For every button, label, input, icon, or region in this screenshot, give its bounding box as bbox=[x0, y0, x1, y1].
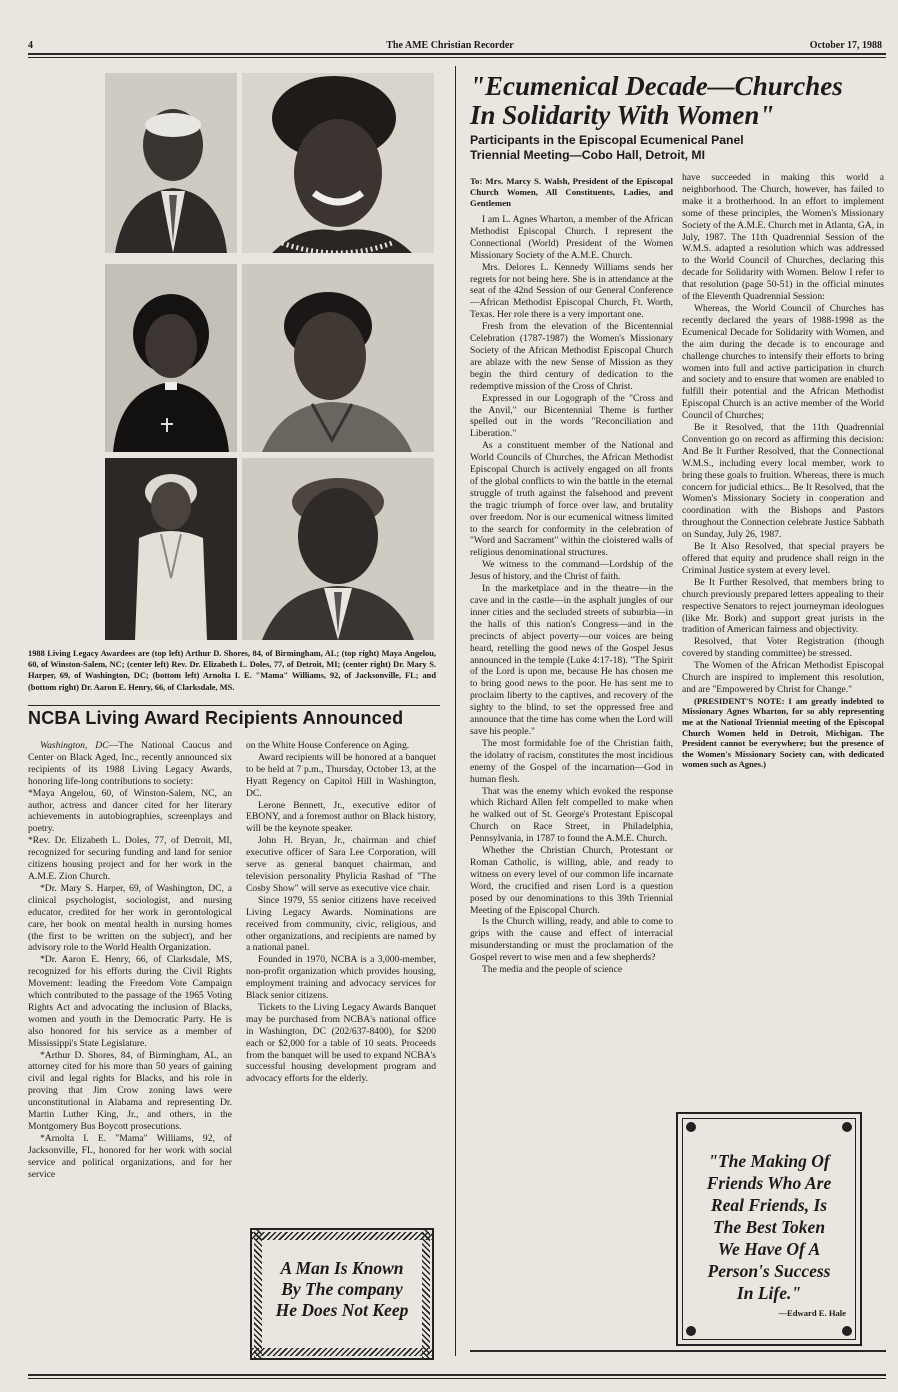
box-border-pattern bbox=[252, 1232, 432, 1240]
subhead-line-1: Participants in the Episcopal Ecumenical Panel bbox=[470, 133, 744, 147]
corner-bolt-icon bbox=[842, 1122, 852, 1132]
quote-line: Real Friends, Is bbox=[710, 1195, 828, 1215]
quote-line: "The Making Of bbox=[708, 1151, 830, 1171]
quote-line: The Best Token bbox=[712, 1217, 826, 1237]
photo-arnolta-williams bbox=[105, 458, 237, 640]
ecumenical-subhead bbox=[470, 133, 880, 162]
ecumenical-paragraph: Fresh from the elevation of the Bicentennial Celebration (1787-1987) the Women's Missionary Society of the African Methodist Episcopal Church are ablaze with the new Sense of Mission as they begin the third century of dedication to the redemptive mission of the Cross of Christ. bbox=[470, 321, 673, 392]
ncba-column-1 bbox=[28, 740, 232, 1360]
ncba-paragraph: —The National Caucus and Center on Black Aged, Inc., recently announced six recipients of its 1988 Living Legacy Awards, honoring life-long contributions to society: bbox=[28, 740, 232, 787]
column-divider bbox=[455, 66, 456, 1356]
ecumenical-paragraph: Whether the Christian Church, Protestant or Roman Catholic, is willing, able, and ready to witness on every level of our common life incarnate Word, the crucified and risen Lord is a question posed by our denominations to this 39th Triennial Meeting of the Episcopal Church. bbox=[470, 845, 673, 916]
ncba-paragraph: Tickets to the Living Legacy Awards Banquet may be purchased from NCBA's national office in Washington, DC (202/637-8400), for $200 each or $2,000 for a table of 10 seats. Proceeds from the banquet will be used to expand NCBA's successful housing development program and advocacy efforts for the elderly. bbox=[246, 1001, 436, 1085]
ncba-column-2 bbox=[246, 740, 436, 1218]
photo-mary-harper bbox=[242, 264, 434, 452]
quote-line: A Man Is Known bbox=[280, 1258, 404, 1278]
photo-elizabeth-doles bbox=[105, 264, 237, 452]
footer-rule bbox=[28, 1374, 886, 1376]
quote-box-friends bbox=[676, 1112, 862, 1346]
quote-line: Friends Who Are bbox=[706, 1173, 832, 1193]
quote-line: Person's Success bbox=[707, 1261, 831, 1281]
ncba-paragraph: *Arthur D. Shores, 84, of Birmingham, AL, an attorney cited for his more than 50 years of gaining civil and legal rights for Blacks, and his role in proving that Jim Crow zoning laws were unconstitutional in Alabama and representing Dr. Martin Luther King, Jr., and others, in the Montgomery Bus Boycott prosecutions. bbox=[28, 1049, 232, 1132]
ncba-paragraph: *Arnolta I. E. "Mama" Williams, 92, of Jacksonville, FL, honored for her work with social service and political organizations, and for her service bbox=[28, 1132, 232, 1180]
ecumenical-paragraph: Resolved, that Voter Registration (though covered by standing committee) be stressed. bbox=[682, 636, 884, 660]
ecumenical-headline bbox=[470, 72, 890, 130]
ecumenical-paragraph: As a constituent member of the National and World Councils of Churches, the African Methodist Episcopal Church is actively engaged on all fronts of the global conflicts to win the battle in the eternal struggle of truth against the falsehood and prevent the tragic triumph of force over law, and brutality over freedom. Nor is our ecumenical witness limited to the search for conformity in the celebration of "Word and Sacrament" within the cloistered walls of religious denominational structures. bbox=[470, 440, 673, 559]
ncba-dateline: Washington, DC bbox=[40, 740, 109, 751]
footer-rule-thin bbox=[28, 1378, 886, 1379]
ecumenical-paragraph: That was the enemy which evoked the response which Richard Allen felt compelled to make when he walked out of St. George's Protestant Episcopal Church on Race Street, in Philadelphia, Pennsylvania, in 1787 to found the A.M.E. Church. bbox=[470, 785, 673, 845]
ecumenical-paragraph: Mrs. Delores L. Kennedy Williams sends her regrets for not being here. She is in attendance at the seat of the 42nd Session of our General Conference—African Methodist Episcopal Church, Ft. Worth, Texas. Her role there is a very important one. bbox=[470, 261, 673, 321]
ecumenical-paragraph: have succeeded in making this world a neighborhood. The Church, however, has failed to make it a brotherhood. In an effort to implement some of these principles, the Women's Missionary Society of the A.M.E. Church met in Atlanta, GA, in July, 1987. The 11th Quadrennial Session of the W.M.S. adapted a resolution which was addressed to the World Council of Churches, declaring this decade for Solidarity with Women. Below I refer to that resolution (page 50-51) in the official minutes of the Eleventh Quadrennial Session: bbox=[682, 172, 884, 303]
ncba-paragraph: Founded in 1970, NCBA is a 3,000-member, non-profit organization which provides housing, employment training and advocacy services for Black senior citizens. bbox=[246, 954, 436, 1002]
ncba-paragraph: John H. Bryan, Jr., chairman and chief executive officer of Sara Lee Corporation, will serve as general banquet chairman, and television personality Phylicia Rashad of "The Cosby Show" will serve as executive vice chair. bbox=[246, 835, 436, 894]
presidents-note: (PRESIDENT'S NOTE: I am greatly indebted to Missionary Agnes Wharton, for so ably representing me at the National Triennial meeting of the Episcopal Church Women held in Detroit, Michigan. The President cannot be everywhere; but the presence of the Women's Missionary Society can, with dedicated women such as Agnes.) bbox=[682, 695, 884, 770]
ecumenical-paragraph: Expressed in our Logograph of the "Cross and the Anvil," our Bicentennial Theme is further spelled out in the words "Reconciliation and Liberation." bbox=[470, 392, 673, 440]
ecumenical-paragraph: Be It Also Resolved, that special prayers be offered that equity and prudence shall reign in the Criminal Justice system at every level. bbox=[682, 541, 884, 576]
ncba-title-rule bbox=[28, 705, 440, 706]
quote-attribution: —Edward E. Hale bbox=[778, 1308, 846, 1318]
ncba-headline: NCBA Living Award Recipients Announced bbox=[28, 708, 404, 728]
ncba-paragraph: Lerone Bennett, Jr., executive editor of EBONY, and a foremost author on Black history, will be the keynote speaker. bbox=[246, 799, 436, 835]
ecumenical-paragraph: In the marketplace and in the theatre—in the cave and in the castle—in the asphalt jungles of our inner cities and the secluded streets of suburbia—in the halls of this nation's Congress—and in the precincts of abject poverty—our voices are being heard, retelling the good news of the Gospel Jesus announced in the temple (Luke 4:17-18). "The Spirit of the Lord is upon me, because He has chosen me to bring good news to the poor. He has sent me to proclaim liberty to the captives, and recovery of the sighty to the blind, to set the oppressed free and announce that the time has come when the Lord will save his people." bbox=[470, 583, 673, 737]
photo-arthur-shores bbox=[105, 73, 237, 253]
address-line: To: Mrs. Marcy S. Walsh, President of the Episcopal Church Women, All Constituents, Ladies, and Gentlemen bbox=[470, 176, 673, 208]
ecumenical-column-2 bbox=[682, 172, 884, 1100]
ncba-paragraph: on the White House Conference on Aging. bbox=[246, 740, 410, 751]
headline-line-1: "Ecumenical Decade—Churches bbox=[470, 71, 843, 101]
header-rule bbox=[28, 53, 886, 55]
ecumenical-paragraph: The Women of the African Methodist Episcopal Church are inspired to implement this resolution, and are "Empowered by Christ for Change." bbox=[682, 660, 884, 695]
header-rule-thin bbox=[28, 57, 886, 58]
ncba-paragraph: Award recipients will be honored at a banquet to be held at 7 p.m., Thursday, October 13, at the Hyatt Regency on Capitol Hill in Washington, DC. bbox=[246, 751, 436, 799]
ncba-paragraph: *Dr. Aaron E. Henry, 66, of Clarksdale, MS, recognized for his efforts during the Civil Rights Movement: leading the Freedom Vote Campaign which contributed to the passage of the 1965 Voting Rights Act and advocating the inclusion of Blacks, women and youth in the Democratic Party. He is also honored for his service as a member of Mississippi's State Legislature. bbox=[28, 954, 232, 1049]
issue-date: October 17, 1988 bbox=[809, 40, 882, 51]
ecumenical-paragraph: The media and the people of science bbox=[482, 964, 623, 976]
quote-box-man-is-known bbox=[250, 1228, 434, 1360]
photo-caption: 1988 Living Legacy Awardees are (top left) Arthur D. Shores, 84, of Birmingham, AL; (top right) Maya Angelou, 60, of Winston-Salem, NC; (center left) Rev. Dr. Elizabeth L. Doles, 77, of Detroit, MI; (center right) Dr. Mary S. Harper, 69, of Washington, DC; (bottom left) Arnolta I. E. "Mama" Williams, 92, of Jacksonville, FL; and (bottom right) Dr. Aaron E. Henry, 66, of Clarksdale, MS. bbox=[28, 649, 436, 692]
ecumenical-paragraph: Be It Further Resolved, that members bring to church previously prepared letters appealing to their respective Senators to reject journeyman ideologues (like Mr. Bork) and support great jurists in the tradition of American fairness and objectivity. bbox=[682, 576, 884, 636]
ncba-paragraph: *Dr. Mary S. Harper, 69, of Washington, DC, a clinical psychologist, sociologist, and nursing educator, credited for her work in gerontological care, her book on mental health in nursing homes (the first to be written on the subject), and her advisory role to the World Health Organization. bbox=[28, 882, 232, 954]
ncba-paragraph: *Rev. Dr. Elizabeth L. Doles, 77, of Detroit, MI, recognized for securing funding and land for senior citizens housing project and for her work in the A.M.E. Zion Church. bbox=[28, 835, 232, 882]
photo-maya-angelou bbox=[242, 73, 434, 253]
ecumenical-paragraph: Be it Resolved, that the 11th Quadrennial Convention go on record as affirming this decision: And Be It Further Resolved, that the Connectional W.M.S., including every local member, work to bring these goals to fruition. Whereas, there is much concern for judicial ethics... Be It Resolved, that the Women's Missionary Society in cooperation and coordination with the Bishops and Pastors throughout the Connection celebrate Justice Sabbath on Sunday, July 26, 1987. bbox=[682, 422, 884, 541]
bottom-rule bbox=[470, 1350, 886, 1352]
ecumenical-paragraph: I am L. Agnes Wharton, a member of the African Methodist Episcopal Church. I represent the Connectional (World) President of the Women Missionary Society of the A.M.E. Church. bbox=[470, 214, 673, 261]
box-border-pattern bbox=[252, 1348, 432, 1356]
ecumenical-paragraph: Is the Church willing, ready, and able to come to grips with the cause and effect of interracial misunderstanding or must the proclamation of the Gospel revert to wise men and a few shepherds? bbox=[470, 916, 673, 964]
headline-line-2: In Solidarity With Women" bbox=[470, 100, 775, 130]
ecumenical-column-1 bbox=[470, 176, 673, 1360]
quote-line: We Have Of A bbox=[717, 1239, 821, 1259]
corner-bolt-icon bbox=[686, 1326, 696, 1336]
ncba-paragraph: Since 1979, 55 senior citizens have received Living Legacy Awards. Nominations are received from community, civic, religious, and other organizations, and recipients are named by a national panel. bbox=[246, 894, 436, 954]
page-number: 4 bbox=[28, 40, 33, 51]
corner-bolt-icon bbox=[686, 1122, 696, 1132]
ecumenical-paragraph: Whereas, the World Council of Churches has recently declared the years of 1988-1998 as the Ecumenical Decade for Solidarity with Women, and the aim during the decade is to encourage and challenge churches to intensify their efforts to bring women into full and active participation in church and society and to ensure that women are enabled to fulfill their potential and the African Methodist Episcopal Church is an active member of the World Council of Churches; bbox=[682, 302, 884, 422]
quote-line: He Does Not Keep bbox=[275, 1300, 409, 1320]
ncba-paragraph: *Maya Angelou, 60, of Winston-Salem, NC, an author, actress and dancer cited for her literary achievements in autobiographies, screenplays and poetry. bbox=[28, 787, 232, 835]
subhead-line-2: Triennial Meeting—Cobo Hall, Detroit, MI bbox=[470, 147, 705, 162]
quote-line: By The company bbox=[281, 1279, 403, 1299]
quote-line: In Life." bbox=[736, 1283, 802, 1303]
corner-bolt-icon bbox=[842, 1326, 852, 1336]
ecumenical-paragraph: We witness to the command—Lordship of the Jesus of history, and the Christ of faith. bbox=[470, 559, 673, 583]
photo-aaron-henry bbox=[242, 458, 434, 640]
ecumenical-paragraph: The most formidable foe of the Christian faith, the idolatry of racism, constitutes the most incidious enemy of the Gospel of the incarnation—God in human flesh. bbox=[470, 737, 673, 785]
publication-name: The AME Christian Recorder bbox=[386, 40, 514, 51]
